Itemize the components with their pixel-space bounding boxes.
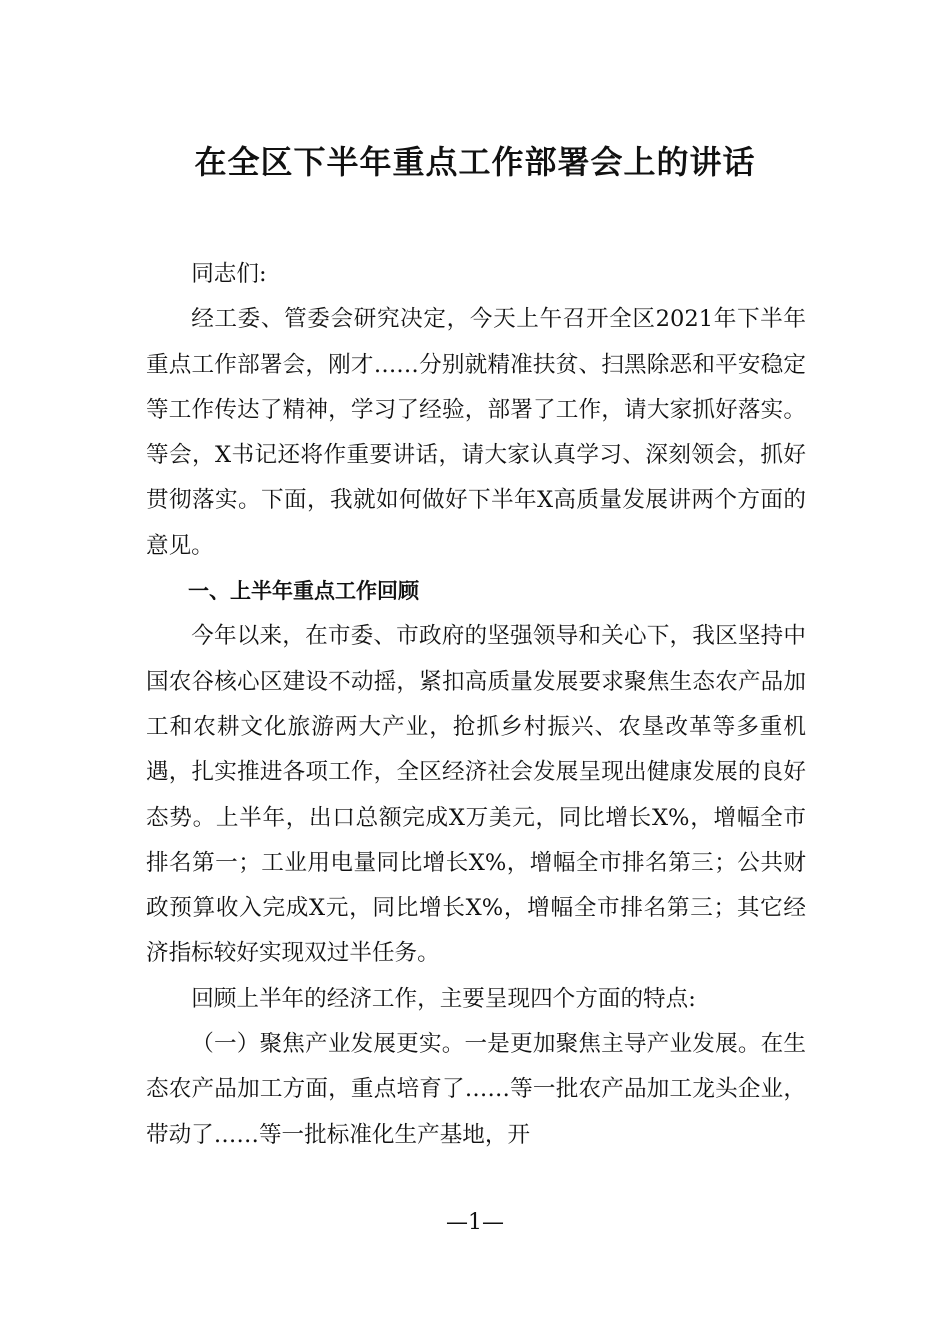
page-number: —1— bbox=[446, 1210, 504, 1235]
document-body bbox=[146, 252, 806, 1158]
paragraph-industry: （一）聚焦产业发展更实。一是更加聚焦主导产业发展。在生态农产品加工方面，重点培育了……等一批农产品加工龙头企业，带动了……等一批标准化生产基地，开 bbox=[146, 1031, 806, 1148]
salutation: 同志们: bbox=[191, 261, 267, 287]
paragraph-intro: 经工委、管委会研究决定，今天上午召开全区2021年下半年重点工作部署会，刚才……分别就精准扶贫、扫黑除恶和平安稳定等工作传达了精神，学习了经验，部署了工作，请大家抓好落实。等会，X书记还将作重要讲话，请大家认真学习、深刻领会，抓好贯彻落实。下面，我就如何做好下半年X高质量发展讲两个方面的意见。 bbox=[146, 306, 806, 559]
document-title: 在全区下半年重点工作部署会上的讲话 bbox=[194, 143, 756, 181]
section-heading: 一、上半年重点工作回顾 bbox=[188, 579, 419, 604]
paragraph-review: 今年以来，在市委、市政府的坚强领导和关心下，我区坚持中国农谷核心区建设不动摇，紧扣高质量发展要求聚焦生态农产品加工和农耕文化旅游两大产业，抢抓乡村振兴、农垦改革等多重机遇，扎实推进各项工作，全区经济社会发展呈现出健康发展的良好态势。上半年，出口总额完成X万美元，同比增长X%，增幅全市排名第一；工业用电量同比增长X%，增幅全市排名第三；公共财政预算收入完成X元，同比增长X%，增幅全市排名第三；其它经济指标较好实现双过半任务。 bbox=[146, 623, 806, 967]
paragraph-features: 回顾上半年的经济工作，主要呈现四个方面的特点: bbox=[191, 985, 696, 1012]
